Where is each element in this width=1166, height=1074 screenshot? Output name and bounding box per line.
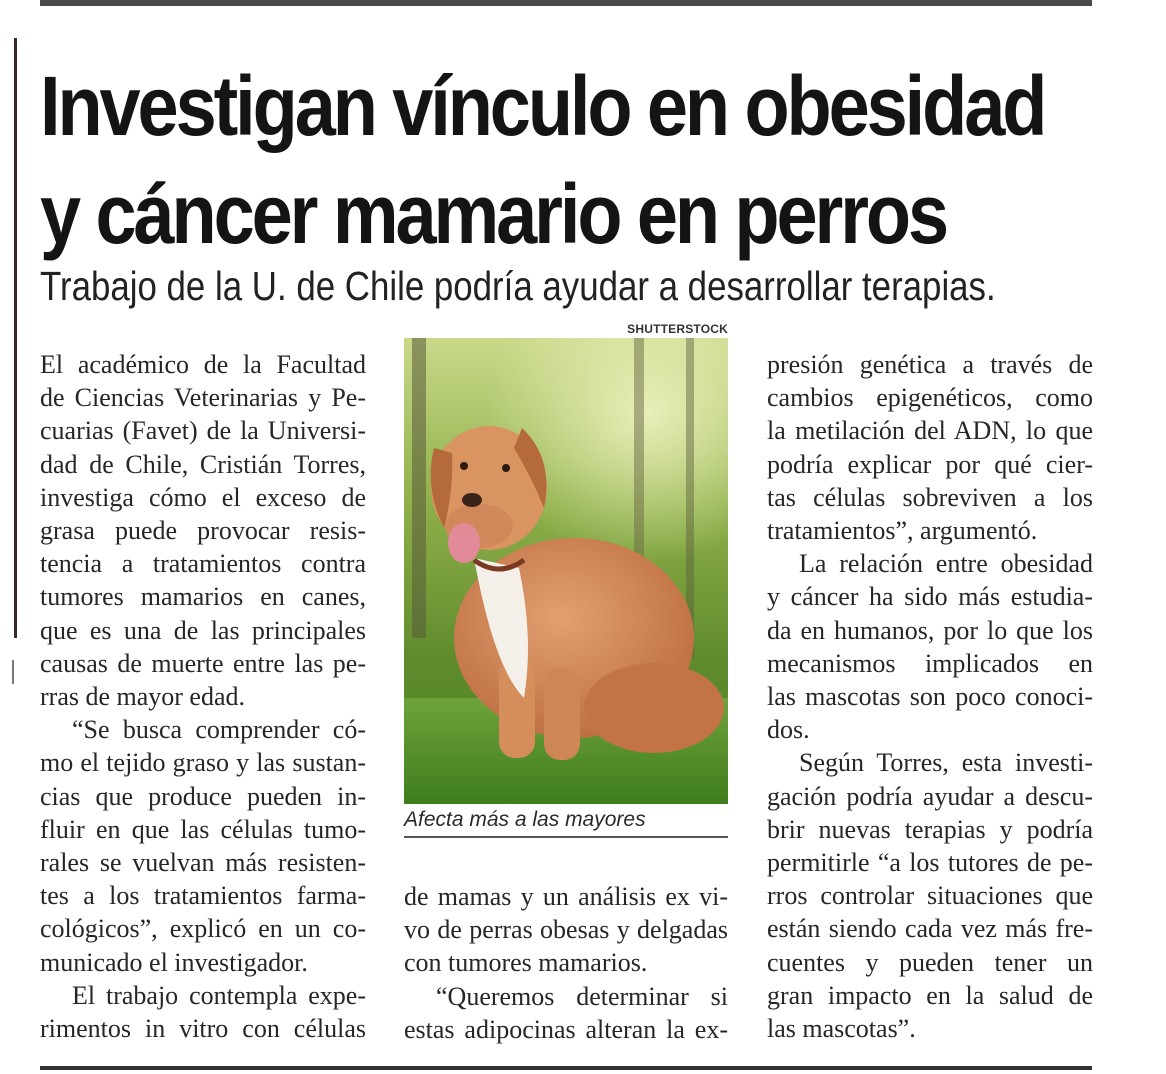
body-column-3 (767, 348, 1093, 1045)
body-line: rros controlar situaciones que (767, 881, 1093, 911)
body-line: tratamientos”, argumentó. (767, 516, 1038, 546)
body-line: gación podría ayudar a descu- (767, 781, 1093, 811)
body-line: rimentos in vitro con células (40, 1014, 366, 1044)
body-line: cológicos”, explicó en un co- (40, 914, 366, 944)
body-line: gran impacto en la salud de (767, 980, 1093, 1010)
body-line: municado el investigador. (40, 947, 308, 977)
body-line: dos. (767, 715, 810, 745)
dog-photo (404, 338, 728, 804)
headline-line-2: y cáncer mamario en perros (40, 167, 947, 261)
body-line: mecanismos implicados en (767, 648, 1093, 678)
body-line: cias que produce pueden in- (40, 781, 366, 811)
body-line: brir nuevas terapias y podría (767, 814, 1093, 844)
adjacent-page-mark (4, 660, 14, 684)
body-line: tumores mamarios en canes, (40, 582, 366, 612)
body-line: la metilación del ADN, lo que (767, 416, 1093, 446)
body-line: las mascotas son poco conoci- (767, 682, 1093, 712)
body-line: de Ciencias Veterinarias y Pe- (40, 383, 366, 413)
body-line: “Se busca comprender có- (72, 715, 366, 745)
body-line: rras de mayor edad. (40, 682, 246, 712)
body-line: que es una de las principales (40, 615, 366, 645)
photo-credit: SHUTTERSTOCK (627, 322, 728, 336)
body-line: cuarias (Favet) de la Universi- (40, 416, 366, 446)
headline-line-1: Investigan vínculo en obesidad (40, 59, 1045, 153)
body-line: investiga cómo el exceso de (40, 482, 366, 512)
body-line: las mascotas”. (767, 1014, 916, 1044)
adjacent-page-edge (6, 38, 17, 638)
body-line: rales se vuelvan más resisten- (40, 848, 366, 878)
body-line: causas de muerte entre las pe- (40, 648, 366, 678)
body-line: grasa puede provocar resis- (40, 516, 366, 546)
body-column-2 (404, 880, 728, 1046)
body-line: estas adipocinas alteran la ex- (404, 1014, 728, 1044)
body-line: Según Torres, esta investi- (799, 748, 1093, 778)
subheadline: Trabajo de la U. de Chile podría ayudar a desarrollar terapias. (40, 263, 996, 309)
body-line: presión genética a través de (767, 350, 1093, 379)
body-line: tencia a tratamientos contra (40, 549, 366, 579)
photo-caption: Afecta más a las mayores (404, 806, 728, 838)
body-line: tas células sobreviven a los (767, 482, 1093, 512)
body-line: de mamas y un análisis ex vi- (404, 882, 728, 911)
body-line: mo el tejido graso y las sustan- (40, 748, 366, 778)
headline (40, 52, 1045, 268)
body-column-1 (40, 348, 366, 1045)
body-line: tes a los tratamientos farma- (40, 881, 366, 911)
body-line: vo de perras obesas y delgadas (404, 915, 728, 945)
body-line: podría explicar por qué cier- (767, 449, 1093, 479)
body-line: permitirle “a los tutores de pe- (767, 848, 1093, 878)
bottom-rule (40, 1066, 1092, 1070)
body-line: cambios epigenéticos, como (767, 383, 1093, 413)
body-line: La relación entre obesidad (799, 549, 1093, 579)
top-rule (40, 0, 1092, 6)
body-line: cuentes y pueden tener un (767, 947, 1093, 977)
body-line: con tumores mamarios. (404, 948, 648, 978)
body-line: da en humanos, por lo que los (767, 615, 1093, 645)
body-line: fluir en que las células tumo- (40, 814, 366, 844)
body-line: El trabajo contempla expe- (72, 980, 366, 1010)
body-line: y cáncer ha sido más estudia- (767, 582, 1093, 612)
body-line: dad de Chile, Cristián Torres, (40, 449, 366, 479)
body-line: El académico de la Facultad (40, 350, 366, 379)
body-line: están siendo cada vez más fre- (767, 914, 1093, 944)
body-line: “Queremos determinar si (436, 981, 728, 1011)
